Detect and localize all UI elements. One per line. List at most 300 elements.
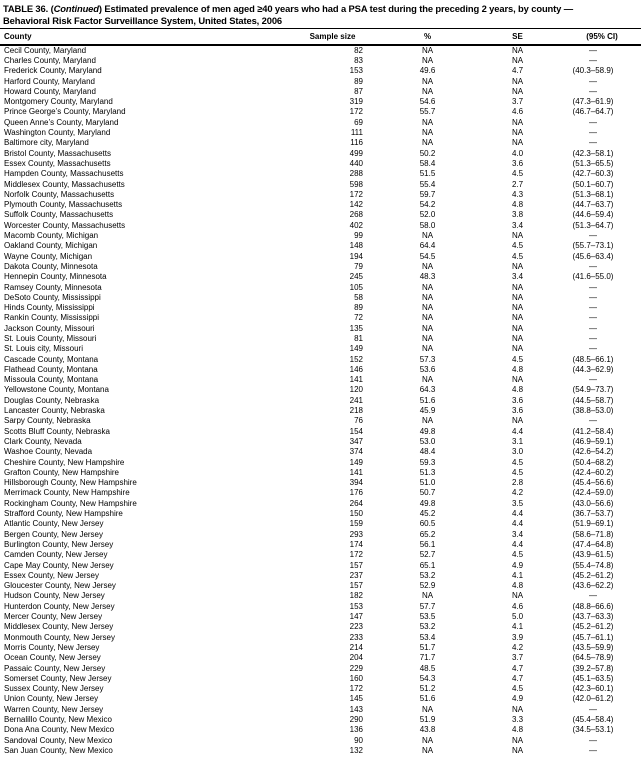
sample-size-cell: 69: [354, 117, 363, 127]
percent-cell: 58.0: [419, 220, 436, 230]
se-cell: 2.8: [511, 478, 524, 488]
ci-cell: —: [589, 344, 597, 354]
table-row: [0, 622, 641, 632]
table-row: [0, 406, 641, 416]
se-cell: NA: [511, 231, 524, 241]
percent-cell: NA: [421, 76, 434, 86]
county-cell: Plymouth County, Massachusetts: [4, 200, 123, 210]
county-cell: St. Louis city, Missouri: [4, 344, 83, 354]
table-row: [0, 159, 641, 169]
table-row: [0, 344, 641, 354]
ci-cell: (58.6–71.8): [572, 529, 614, 539]
sample-size-cell: 241: [349, 395, 363, 405]
county-cell: Clark County, Nevada: [4, 436, 82, 446]
se-cell: 4.9: [511, 694, 524, 704]
county-cell: Missoula County, Montana: [4, 375, 99, 385]
county-cell: Essex County, Massachusetts: [4, 158, 111, 168]
table-row: [0, 540, 641, 550]
ci-cell: (36.7–53.7): [572, 509, 614, 519]
county-cell: Washoe County, Nevada: [4, 447, 93, 457]
ci-cell: (43.5–59.9): [572, 642, 614, 652]
se-cell: NA: [511, 745, 524, 755]
sample-size-cell: 347: [349, 436, 363, 446]
ci-cell: (44.5–58.7): [572, 395, 614, 405]
sample-size-cell: 204: [349, 653, 363, 663]
percent-cell: 54.6: [419, 97, 436, 107]
percent-cell: 71.7: [419, 653, 436, 663]
percent-cell: NA: [421, 313, 434, 323]
sample-size-cell: 440: [349, 158, 363, 168]
sample-size-cell: 319: [349, 97, 363, 107]
percent-cell: 52.7: [419, 550, 436, 560]
se-cell: 4.8: [511, 725, 524, 735]
sample-size-cell: 374: [349, 447, 363, 457]
table-row: [0, 447, 641, 457]
table-row: [0, 365, 641, 375]
percent-cell: 56.1: [419, 539, 436, 549]
percent-cell: 65.2: [419, 529, 436, 539]
table-row: [0, 530, 641, 540]
percent-cell: NA: [421, 292, 434, 302]
percent-cell: 53.2: [419, 570, 436, 580]
se-cell: 3.7: [511, 653, 524, 663]
ci-cell: (48.5–66.1): [572, 354, 614, 364]
percent-cell: NA: [421, 231, 434, 241]
county-cell: Union County, New Jersey: [4, 694, 99, 704]
ci-cell: —: [589, 416, 597, 426]
se-cell: 4.8: [511, 200, 524, 210]
ci-cell: (40.3–58.9): [572, 66, 614, 76]
sample-size-cell: 149: [349, 344, 363, 354]
county-cell: Jackson County, Missouri: [4, 323, 95, 333]
table-row: [0, 468, 641, 478]
table-row: [0, 591, 641, 601]
percent-cell: NA: [421, 416, 434, 426]
county-cell: Harford County, Maryland: [4, 76, 95, 86]
sample-size-cell: 157: [349, 581, 363, 591]
table-title: [0, 0, 641, 26]
sample-size-cell: 153: [349, 601, 363, 611]
table-row: [0, 385, 641, 395]
sample-size-cell: 290: [349, 714, 363, 724]
county-cell: Hudson County, New Jersey: [4, 591, 105, 601]
county-cell: Camden County, New Jersey: [4, 550, 108, 560]
se-cell: 4.7: [511, 673, 524, 683]
se-cell: 4.7: [511, 663, 524, 673]
county-cell: Cape May County, New Jersey: [4, 560, 114, 570]
percent-cell: 52.9: [419, 581, 436, 591]
county-cell: Atlantic County, New Jersey: [4, 519, 104, 529]
sample-size-cell: 174: [349, 539, 363, 549]
percent-cell: 52.0: [419, 210, 436, 220]
sample-size-cell: 150: [349, 509, 363, 519]
table-header-row: [0, 29, 641, 45]
county-cell: San Juan County, New Mexico: [4, 745, 113, 755]
ci-cell: —: [589, 231, 597, 241]
county-cell: Ocean County, New Jersey: [4, 653, 101, 663]
se-cell: 3.6: [511, 395, 524, 405]
ci-cell: —: [589, 76, 597, 86]
ci-cell: (55.7–73.1): [572, 241, 614, 251]
county-cell: Cascade County, Montana: [4, 354, 99, 364]
ci-cell: (43.7–63.3): [572, 612, 614, 622]
sample-size-cell: 172: [349, 189, 363, 199]
ci-cell: —: [589, 735, 597, 745]
county-cell: Washington County, Maryland: [4, 128, 111, 138]
sample-size-cell: 89: [354, 303, 363, 313]
percent-cell: 55.4: [419, 179, 436, 189]
percent-cell: NA: [421, 375, 434, 385]
percent-cell: 51.0: [419, 478, 436, 488]
percent-cell: 58.4: [419, 158, 436, 168]
se-cell: NA: [511, 55, 524, 65]
percent-cell: 43.8: [419, 725, 436, 735]
se-cell: 4.9: [511, 560, 524, 570]
county-cell: Bernalillo County, New Mexico: [4, 714, 112, 724]
percent-cell: NA: [421, 261, 434, 271]
se-cell: NA: [511, 117, 524, 127]
se-cell: NA: [511, 45, 524, 55]
ci-cell: (51.9–69.1): [572, 519, 614, 529]
sample-size-cell: 76: [354, 416, 363, 426]
percent-cell: NA: [421, 591, 434, 601]
ci-cell: (34.5–53.1): [572, 725, 614, 735]
sample-size-cell: 160: [349, 673, 363, 683]
ci-cell: —: [589, 323, 597, 333]
table-title-prefix: TABLE 36. (: [3, 3, 54, 14]
ci-cell: —: [589, 86, 597, 96]
sample-size-cell: 135: [349, 323, 363, 333]
percent-cell: 57.7: [419, 601, 436, 611]
sample-size-cell: 99: [354, 231, 363, 241]
percent-cell: NA: [421, 45, 434, 55]
percent-cell: 49.6: [419, 66, 436, 76]
se-cell: 3.6: [511, 158, 524, 168]
percent-cell: NA: [421, 735, 434, 745]
se-cell: NA: [511, 704, 524, 714]
ci-cell: —: [589, 334, 597, 343]
se-cell: NA: [511, 261, 524, 271]
table-row: [0, 303, 641, 313]
table-row: [0, 694, 641, 704]
table-row: [0, 324, 641, 334]
sample-size-cell: 233: [349, 632, 363, 642]
se-cell: NA: [511, 375, 524, 385]
ci-cell: (42.4–60.2): [572, 467, 614, 477]
ci-cell: (45.7–61.1): [572, 632, 614, 642]
county-cell: Morris County, New Jersey: [4, 642, 100, 652]
se-cell: 4.4: [511, 426, 524, 436]
ci-cell: —: [589, 117, 597, 127]
percent-cell: NA: [421, 128, 434, 138]
sample-size-cell: 237: [349, 570, 363, 580]
percent-cell: NA: [421, 282, 434, 292]
table-row: [0, 427, 641, 437]
se-cell: 4.4: [511, 539, 524, 549]
county-cell: Hillsborough County, New Hampshire: [4, 478, 137, 488]
ci-cell: (42.3–58.1): [572, 148, 614, 158]
county-cell: Cheshire County, New Hampshire: [4, 457, 125, 467]
ci-cell: (47.3–61.9): [572, 97, 614, 107]
se-cell: NA: [511, 591, 524, 601]
ci-cell: (55.4–74.8): [572, 560, 614, 570]
sample-size-cell: 172: [349, 107, 363, 117]
table-row: [0, 180, 641, 190]
ci-cell: (42.4–59.0): [572, 488, 614, 498]
sample-size-cell: 141: [349, 375, 363, 385]
county-cell: Lancaster County, Nebraska: [4, 406, 105, 416]
se-cell: NA: [511, 416, 524, 426]
sample-size-cell: 148: [349, 241, 363, 251]
se-cell: NA: [511, 323, 524, 333]
county-cell: Baltimore city, Maryland: [4, 138, 89, 148]
sample-size-cell: 176: [349, 488, 363, 498]
county-cell: Norfolk County, Massachusetts: [4, 189, 115, 199]
column-header-sample-size: Sample size: [300, 29, 365, 45]
table-row: [0, 488, 641, 498]
county-cell: Middlesex County, Massachusetts: [4, 179, 125, 189]
table-row: [0, 200, 641, 210]
ci-cell: —: [589, 375, 597, 385]
county-cell: Middlesex County, New Jersey: [4, 622, 114, 632]
county-cell: Merrimack County, New Hampshire: [4, 488, 130, 498]
table-row: [0, 138, 641, 148]
percent-cell: 54.2: [419, 200, 436, 210]
ci-cell: (54.9–73.7): [572, 385, 614, 395]
county-cell: Dakota County, Minnesota: [4, 261, 98, 271]
ci-cell: (41.2–58.4): [572, 426, 614, 436]
sample-size-cell: 288: [349, 169, 363, 179]
table-row: [0, 128, 641, 138]
sample-size-cell: 120: [349, 385, 363, 395]
percent-cell: 51.5: [419, 169, 436, 179]
table-row: [0, 736, 641, 746]
percent-cell: NA: [421, 303, 434, 313]
ci-cell: —: [589, 138, 597, 148]
table-row: [0, 653, 641, 663]
ci-cell: (47.4–64.8): [572, 539, 614, 549]
percent-cell: 50.2: [419, 148, 436, 158]
percent-cell: 51.7: [419, 642, 436, 652]
ci-cell: —: [589, 591, 597, 601]
percent-cell: 51.6: [419, 694, 436, 704]
table-row: [0, 190, 641, 200]
sample-size-cell: 172: [349, 684, 363, 694]
table-row: [0, 107, 641, 117]
county-cell: Suffolk County, Massachusetts: [4, 210, 114, 220]
county-cell: Sussex County, New Jersey: [4, 684, 104, 694]
sample-size-cell: 90: [354, 735, 363, 745]
county-cell: Hinds County, Mississippi: [4, 303, 95, 313]
county-cell: Wayne County, Michigan: [4, 251, 93, 261]
table-row: [0, 77, 641, 87]
county-cell: Douglas County, Nebraska: [4, 395, 100, 405]
percent-cell: 53.4: [419, 632, 436, 642]
table-row: [0, 221, 641, 231]
se-cell: 3.4: [511, 220, 524, 230]
table-row: [0, 664, 641, 674]
se-cell: 4.0: [511, 148, 524, 158]
se-cell: NA: [511, 303, 524, 313]
ci-cell: (43.0–56.6): [572, 498, 614, 508]
sample-size-cell: 146: [349, 364, 363, 374]
sample-size-cell: 229: [349, 663, 363, 673]
se-cell: NA: [511, 86, 524, 96]
se-cell: NA: [511, 128, 524, 138]
county-cell: Essex County, New Jersey: [4, 570, 99, 580]
table-row: [0, 375, 641, 385]
se-cell: 3.0: [511, 447, 524, 457]
sample-size-cell: 159: [349, 519, 363, 529]
percent-cell: 53.2: [419, 622, 436, 632]
ci-cell: (42.7–60.3): [572, 169, 614, 179]
table-row: [0, 262, 641, 272]
ci-cell: (42.0–61.2): [572, 694, 614, 704]
sample-size-cell: 598: [349, 179, 363, 189]
table-row: [0, 149, 641, 159]
se-cell: 4.5: [511, 241, 524, 251]
county-cell: Grafton County, New Hampshire: [4, 467, 120, 477]
percent-cell: NA: [421, 334, 434, 343]
county-cell: Ramsey County, Minnesota: [4, 282, 102, 292]
se-cell: 4.5: [511, 550, 524, 560]
ci-cell: (43.9–61.5): [572, 550, 614, 560]
county-cell: Rockingham County, New Hampshire: [4, 498, 137, 508]
county-cell: Somerset County, New Jersey: [4, 673, 112, 683]
county-cell: Prince George’s County, Maryland: [4, 107, 126, 117]
se-cell: NA: [511, 334, 524, 343]
percent-cell: 51.6: [419, 395, 436, 405]
sample-size-cell: 116: [350, 138, 363, 148]
sample-size-cell: 105: [349, 282, 363, 292]
percent-cell: NA: [421, 55, 434, 65]
se-cell: 4.8: [511, 581, 524, 591]
percent-cell: NA: [421, 344, 434, 354]
percent-cell: 45.9: [419, 406, 436, 416]
percent-cell: NA: [421, 86, 434, 96]
se-cell: 4.8: [511, 364, 524, 374]
sample-size-cell: 154: [349, 426, 363, 436]
table-row: [0, 416, 641, 426]
se-cell: 4.6: [511, 107, 524, 117]
table-row: [0, 725, 641, 735]
ci-cell: (43.6–62.2): [572, 581, 614, 591]
ci-cell: (44.7–63.7): [572, 200, 614, 210]
sample-size-cell: 79: [354, 261, 363, 271]
county-cell: Queen Anne’s County, Maryland: [4, 117, 119, 127]
percent-cell: 53.0: [419, 436, 436, 446]
sample-size-cell: 82: [354, 45, 363, 55]
se-cell: NA: [511, 292, 524, 302]
table-row: [0, 231, 641, 241]
percent-cell: 59.7: [419, 189, 436, 199]
ci-cell: —: [589, 313, 597, 323]
se-cell: 4.4: [511, 509, 524, 519]
percent-cell: 53.5: [419, 612, 436, 622]
county-cell: Cecil County, Maryland: [4, 45, 87, 55]
percent-cell: 57.3: [419, 354, 436, 364]
ci-cell: (50.1–60.7): [572, 179, 614, 189]
county-cell: Monmouth County, New Jersey: [4, 632, 116, 642]
se-cell: 4.5: [511, 251, 524, 261]
table-row: [0, 87, 641, 97]
county-cell: DeSoto County, Mississippi: [4, 292, 101, 302]
percent-cell: 60.5: [419, 519, 436, 529]
table-row: [0, 210, 641, 220]
sample-size-cell: 143: [349, 704, 363, 714]
ci-cell: (51.3–65.5): [572, 158, 614, 168]
table-row: [0, 118, 641, 128]
county-cell: Scotts Bluff County, Nebraska: [4, 426, 110, 436]
ci-cell: (45.4–56.6): [572, 478, 614, 488]
county-cell: Bergen County, New Jersey: [4, 529, 104, 539]
percent-cell: NA: [421, 138, 434, 148]
table-row: [0, 602, 641, 612]
percent-cell: 54.3: [419, 673, 436, 683]
se-cell: 4.8: [511, 385, 524, 395]
se-cell: 4.5: [511, 169, 524, 179]
ci-cell: (45.6–63.4): [572, 251, 614, 261]
table-row: [0, 581, 641, 591]
table-row: [0, 241, 641, 251]
table-body: [0, 45, 641, 756]
se-cell: NA: [511, 313, 524, 323]
table-row: [0, 97, 641, 107]
county-cell: Sandoval County, New Mexico: [4, 735, 113, 745]
sample-size-cell: 145: [349, 694, 363, 704]
county-cell: Bristol County, Massachusetts: [4, 148, 112, 158]
se-cell: 4.3: [511, 189, 524, 199]
ci-cell: (46.7–64.7): [572, 107, 614, 117]
county-cell: Hennepin County, Minnesota: [4, 272, 107, 282]
se-cell: 3.6: [511, 406, 524, 416]
sample-size-cell: 153: [349, 66, 363, 76]
county-cell: Gloucester County, New Jersey: [4, 581, 116, 591]
se-cell: 4.2: [511, 488, 524, 498]
table-title-line2: Behavioral Risk Factor Surveillance System, United States, 2006: [3, 14, 283, 26]
se-cell: 4.5: [511, 467, 524, 477]
se-cell: 4.7: [511, 66, 524, 76]
percent-cell: NA: [421, 117, 434, 127]
ci-cell: (48.8–66.6): [572, 601, 614, 611]
ci-cell: (45.2–61.2): [572, 622, 614, 632]
percent-cell: 49.8: [419, 498, 436, 508]
ci-cell: —: [589, 282, 597, 292]
ci-cell: —: [589, 261, 597, 271]
county-cell: Montgomery County, Maryland: [4, 97, 113, 107]
percent-cell: NA: [421, 745, 434, 755]
se-cell: 3.3: [511, 714, 524, 724]
sample-size-cell: 89: [354, 76, 363, 86]
table-row: [0, 252, 641, 262]
sample-size-cell: 293: [349, 529, 363, 539]
percent-cell: 50.7: [419, 488, 436, 498]
table-row: [0, 499, 641, 509]
table-row: [0, 550, 641, 560]
ci-cell: (51.3–68.1): [572, 189, 614, 199]
sample-size-cell: 182: [349, 591, 363, 601]
ci-cell: (45.1–63.5): [572, 673, 614, 683]
sample-size-cell: 141: [349, 467, 363, 477]
table-row: [0, 643, 641, 653]
se-cell: 4.1: [511, 570, 524, 580]
percent-cell: 51.2: [419, 684, 436, 694]
column-header-95ci: (95% CI): [545, 29, 641, 45]
ci-cell: (39.2–57.8): [572, 663, 614, 673]
table-row: [0, 437, 641, 447]
sample-size-cell: 152: [349, 354, 363, 364]
table-row: [0, 519, 641, 529]
